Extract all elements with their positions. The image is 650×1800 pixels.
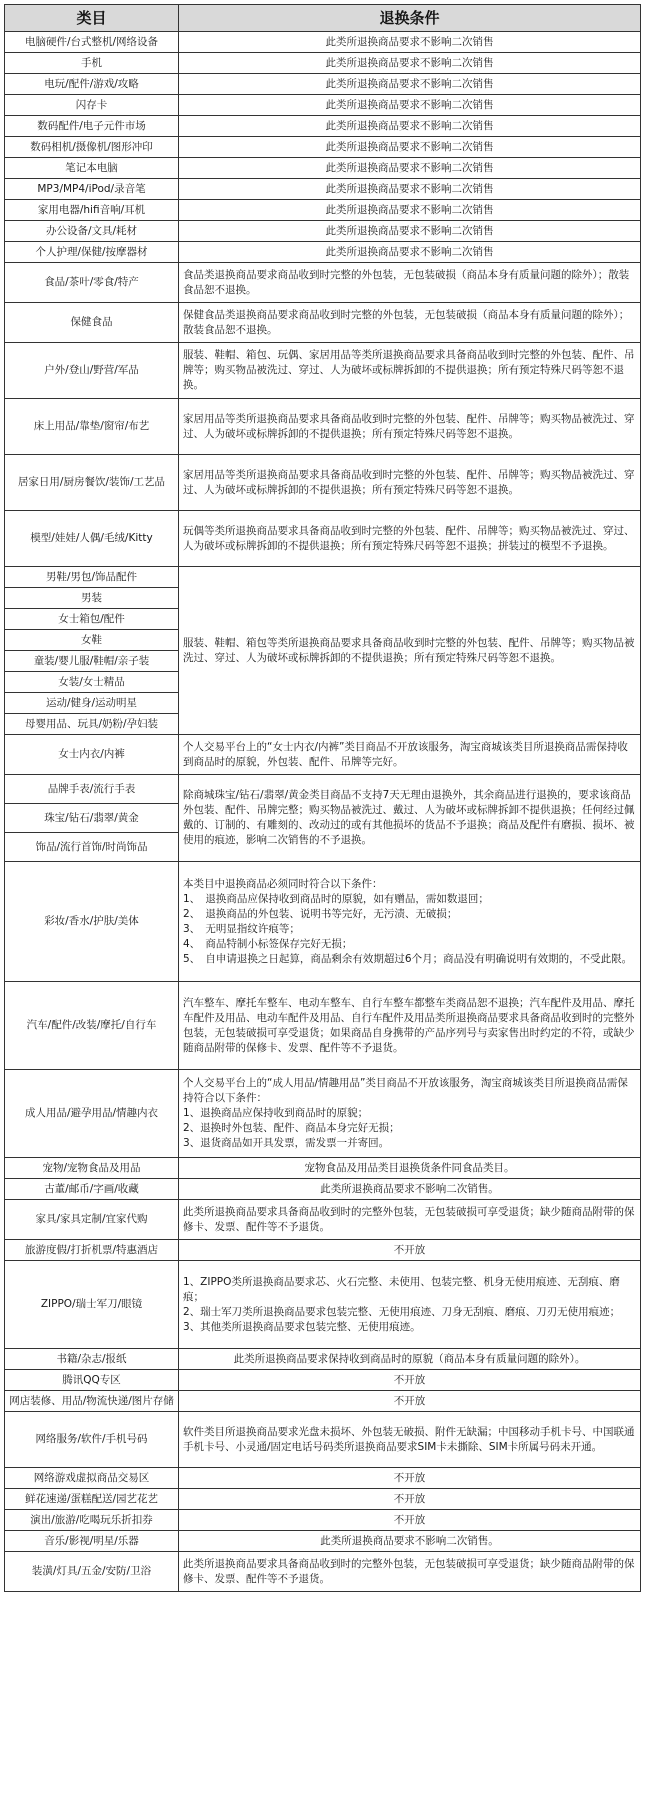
table-row [5,1552,641,1592]
category-cell: 居家日用/厨房餐饮/装饰/工艺品 [5,455,179,511]
category-cell: 演出/旅游/吃喝玩乐折扣券 [5,1510,179,1531]
condition-cell: 此类所退换商品要求不影响二次销售 [179,116,641,137]
table-row [5,455,641,511]
condition-cell: 食品类退换商品要求商品收到时完整的外包装，无包装破损（商品本身有质量问题的除外）；散装食品恕不退换。 [179,263,641,303]
table-row [5,32,641,53]
table-row [5,116,641,137]
category-cell: 家用电器/hifi音响/耳机 [5,200,179,221]
table-row [5,1240,641,1261]
table-row [5,1412,641,1468]
category-cell: 品牌手表/流行手表 [5,775,179,804]
category-cell: 数码相机/摄像机/图形冲印 [5,137,179,158]
table-body [5,32,641,1592]
condition-cell: 家居用品等类所退换商品要求具备商品收到时完整的外包装、配件、吊牌等；购买物品被洗过、穿过、人为破坏或标牌拆卸的不提供退换；所有预定特殊尺码等恕不退换。 [179,399,641,455]
condition-cell: 此类所退换商品要求不影响二次销售 [179,158,641,179]
table-row [5,158,641,179]
condition-cell: 宠物食品及用品类目退换货条件同食品类目。 [179,1158,641,1179]
table-row [5,1489,641,1510]
table-row [5,179,641,200]
category-cell: 男装 [5,588,179,609]
category-cell: 网络游戏虚拟商品交易区 [5,1468,179,1489]
header-category: 类目 [5,5,179,32]
category-cell: 笔记本电脑 [5,158,179,179]
condition-line: 2、 退换商品的外包装、说明书等完好，无污渍、无破损； [183,907,458,920]
condition-line: 3、其他类所退换商品要求包装完整、无使用痕迹。 [183,1320,421,1333]
table-row [5,1468,641,1489]
category-cell: 运动/健身/运动明星 [5,693,179,714]
table-row [5,1158,641,1179]
table-row [5,53,641,74]
category-cell: 家具/家具定制/宜家代购 [5,1200,179,1240]
table-row [5,200,641,221]
category-cell: 电脑硬件/台式整机/网络设备 [5,32,179,53]
condition-line: 1、 退换商品应保持收到商品时的原貌，如有赠品，需如数退回； [183,892,489,905]
condition-cell: 汽车整车、摩托车整车、电动车整车、自行车整车都整车类商品恕不退换；汽车配件及用品、摩托车配件及用品、电动车配件及用品、自行车配件及用品类所退换商品要求具备商品收到时的完整外包装，无包装破损可享受退货；如果商品自身携带的产品序列号与卖家售出时约定的不符，或缺少随商品附带的保修卡、发票、配件等不予退货。 [179,982,641,1070]
table-row [5,74,641,95]
table-row [5,221,641,242]
condition-line: 个人交易平台上的“成人用品/情趣用品”类目商品不开放该服务，淘宝商城该类目所退换商品需保持符合以下条件： [183,1077,628,1104]
condition-cell: 此类所退换商品要求不影响二次销售 [179,53,641,74]
category-cell: 古董/邮币/字画/收藏 [5,1179,179,1200]
table-row [5,1070,641,1158]
condition-cell: 玩偶等类所退换商品要求具备商品收到时完整的外包装、配件、吊牌等；购买物品被洗过、穿过、人为破坏或标牌拆卸的不提供退换；所有预定特殊尺码等恕不退换；拼装过的模型不予退换。 [179,511,641,567]
table-row [5,1391,641,1412]
table-row [5,137,641,158]
table-row [5,862,641,982]
table-header-row [5,5,641,32]
category-cell: 网店装修、用品/物流快递/图片存储 [5,1391,179,1412]
condition-cell: 此类所退换商品要求不影响二次销售。 [179,1179,641,1200]
table-row [5,1200,641,1240]
condition-cell: 此类所退换商品要求不影响二次销售 [179,221,641,242]
category-cell: 男鞋/男包/饰品配件 [5,567,179,588]
condition-cell: 此类所退换商品要求不影响二次销售 [179,95,641,116]
category-cell: 母婴用品、玩具/奶粉/孕妇装 [5,714,179,735]
condition-line: 2、退换时外包装、配件、商品本身完好无损； [183,1122,400,1134]
condition-cell: 此类所退换商品要求不影响二次销售 [179,137,641,158]
category-cell: 旅游度假/打折机票/特惠酒店 [5,1240,179,1261]
condition-cell: 不开放 [179,1510,641,1531]
category-cell: 女士内衣/内裤 [5,735,179,775]
condition-line: 5、 自申请退换之日起算，商品剩余有效期超过6个月；商品没有明确说明有效期的，不受此限。 [183,952,633,965]
category-cell: 网络服务/软件/手机号码 [5,1412,179,1468]
category-cell: 装潢/灯具/五金/安防/卫浴 [5,1552,179,1592]
category-cell: 食品/茶叶/零食/特产 [5,263,179,303]
condition-cell: 服装、鞋帽、箱包、玩偶、家居用品等类所退换商品要求具备商品收到时完整的外包装、配件、吊牌等；购买物品被洗过、穿过、人为破坏或标牌拆卸的不提供退换；所有预定特殊尺码等恕不退换。 [179,343,641,399]
category-cell: 饰品/流行首饰/时尚饰品 [5,833,179,862]
condition-line: 3、退货商品如开具发票，需发票一并寄回。 [183,1137,390,1149]
condition-cell: 软件类目所退换商品要求光盘未损坏、外包装无破损、附件无缺漏；中国移动手机卡号、中国联通手机卡号、小灵通/固定电话号码类所退换商品要求SIM卡未撕除、SIM卡所属号码未开通。 [179,1412,641,1468]
condition-cell: 此类所退换商品要求具备商品收到时的完整外包装，无包装破损可享受退货；缺少随商品附带的保修卡、发票、配件等不予退货。 [179,1552,641,1592]
table-row [5,1179,641,1200]
table-row [5,1531,641,1552]
table-row [5,735,641,775]
condition-cell: 保健食品类退换商品要求商品收到时完整的外包装，无包装破损（商品本身有质量问题的除外）；散装食品恕不退换。 [179,303,641,343]
condition-cell: 家居用品等类所退换商品要求具备商品收到时完整的外包装、配件、吊牌等；购买物品被洗过、穿过、人为破坏或标牌拆卸的不提供退换；所有预定特殊尺码等恕不退换。 [179,455,641,511]
category-cell: 鲜花速递/蛋糕配送/园艺花艺 [5,1489,179,1510]
table-row [5,1261,641,1349]
condition-line: 1、ZIPPO类所退换商品要求芯、火石完整、未使用、包装完整、机身无使用痕迹、无刮痕、磨痕； [183,1275,620,1303]
table-row [5,775,641,804]
table-row [5,1370,641,1391]
table-row [5,399,641,455]
category-cell: 女士箱包/配件 [5,609,179,630]
condition-line: 3、 无明显指纹许痕等； [183,922,300,935]
category-cell: 女鞋 [5,630,179,651]
category-cell: 汽车/配件/改装/摩托/自行车 [5,982,179,1070]
category-cell: 办公设备/文具/耗材 [5,221,179,242]
category-cell: 彩妆/香水/护肤/美体 [5,862,179,982]
category-cell: 床上用品/靠垫/窗帘/布艺 [5,399,179,455]
table-row [5,343,641,399]
condition-line: 1、退换商品应保持收到商品时的原貌； [183,1107,369,1119]
condition-cell [179,1261,641,1349]
condition-cell [179,862,641,982]
table-row [5,263,641,303]
condition-line: 2、瑞士军刀类所退换商品要求包装完整、无使用痕迹、刀身无刮痕、磨痕、刀刃无使用痕迹； [183,1305,621,1318]
condition-cell: 此类所退换商品要求不影响二次销售 [179,242,641,263]
condition-cell: 此类所退换商品要求不影响二次销售。 [179,1531,641,1552]
category-cell: 手机 [5,53,179,74]
category-cell: 户外/登山/野营/军品 [5,343,179,399]
category-cell: 模型/娃娃/人偶/毛绒/Kitty [5,511,179,567]
condition-cell [179,1070,641,1158]
condition-cell: 此类所退换商品要求不影响二次销售 [179,74,641,95]
condition-cell: 此类所退换商品要求不影响二次销售 [179,32,641,53]
category-cell: 童装/婴儿服/鞋帽/亲子装 [5,651,179,672]
table-row [5,982,641,1070]
condition-cell: 此类所退换商品要求具备商品收到时的完整外包装，无包装破损可享受退货；缺少随商品附带的保修卡、发票、配件等不予退货。 [179,1200,641,1240]
table-row [5,567,641,588]
category-cell: 书籍/杂志/报纸 [5,1349,179,1370]
condition-line: 4、 商品特制小标签保存完好无损； [183,937,353,950]
condition-cell: 不开放 [179,1468,641,1489]
table-row [5,1510,641,1531]
condition-cell: 此类所退换商品要求不影响二次销售 [179,200,641,221]
condition-line: 本类目中退换商品必须同时符合以下条件： [183,877,383,890]
table-row [5,95,641,116]
condition-cell: 不开放 [179,1391,641,1412]
header-condition: 退换条件 [179,5,641,32]
category-cell: 闪存卡 [5,95,179,116]
category-cell: 宠物/宠物食品及用品 [5,1158,179,1179]
category-cell: 音乐/影视/明星/乐器 [5,1531,179,1552]
category-cell: 腾讯QQ专区 [5,1370,179,1391]
category-cell: 数码配件/电子元件市场 [5,116,179,137]
table-row [5,511,641,567]
category-cell: ZIPPO/瑞士军刀/眼镜 [5,1261,179,1349]
category-cell: 女装/女士精品 [5,672,179,693]
category-cell: MP3/MP4/iPod/录音笔 [5,179,179,200]
table-row [5,303,641,343]
category-cell: 珠宝/钻石/翡翠/黄金 [5,804,179,833]
category-cell: 保健食品 [5,303,179,343]
condition-cell: 服装、鞋帽、箱包等类所退换商品要求具备商品收到时完整的外包装、配件、吊牌等；购买物品被洗过、穿过、人为破坏或标牌拆卸的不提供退换；所有预定特殊尺码等恕不退换。 [179,567,641,735]
category-cell: 成人用品/避孕用品/情趣内衣 [5,1070,179,1158]
condition-cell: 不开放 [179,1489,641,1510]
table-row [5,242,641,263]
condition-cell: 个人交易平台上的“女士内衣/内裤”类目商品不开放该服务，淘宝商城该类目所退换商品需保持收到商品时的原貌，外包装、配件、吊牌等完好。 [179,735,641,775]
table-row [5,1349,641,1370]
category-cell: 个人护理/保健/按摩器材 [5,242,179,263]
condition-cell: 不开放 [179,1370,641,1391]
condition-cell: 除商城珠宝/钻石/翡翠/黄金类目商品不支持7天无理由退换外，其余商品进行退换的，要求该商品外包装、配件、吊牌完整；购买物品被洗过、戴过、人为破坏或标牌拆卸不提供退换；任何经过佩戴的、订制的、有雕刻的、改动过的或有其他损坏的货品不予退换；商品及配件有磨损、损坏、被使用的痕迹，影响二次销售的不予退换。 [179,775,641,862]
condition-cell: 此类所退换商品要求保持收到商品时的原貌（商品本身有质量问题的除外）。 [179,1349,641,1370]
condition-cell: 不开放 [179,1240,641,1261]
category-cell: 电玩/配件/游戏/攻略 [5,74,179,95]
return-policy-table [4,4,641,1592]
condition-cell: 此类所退换商品要求不影响二次销售 [179,179,641,200]
